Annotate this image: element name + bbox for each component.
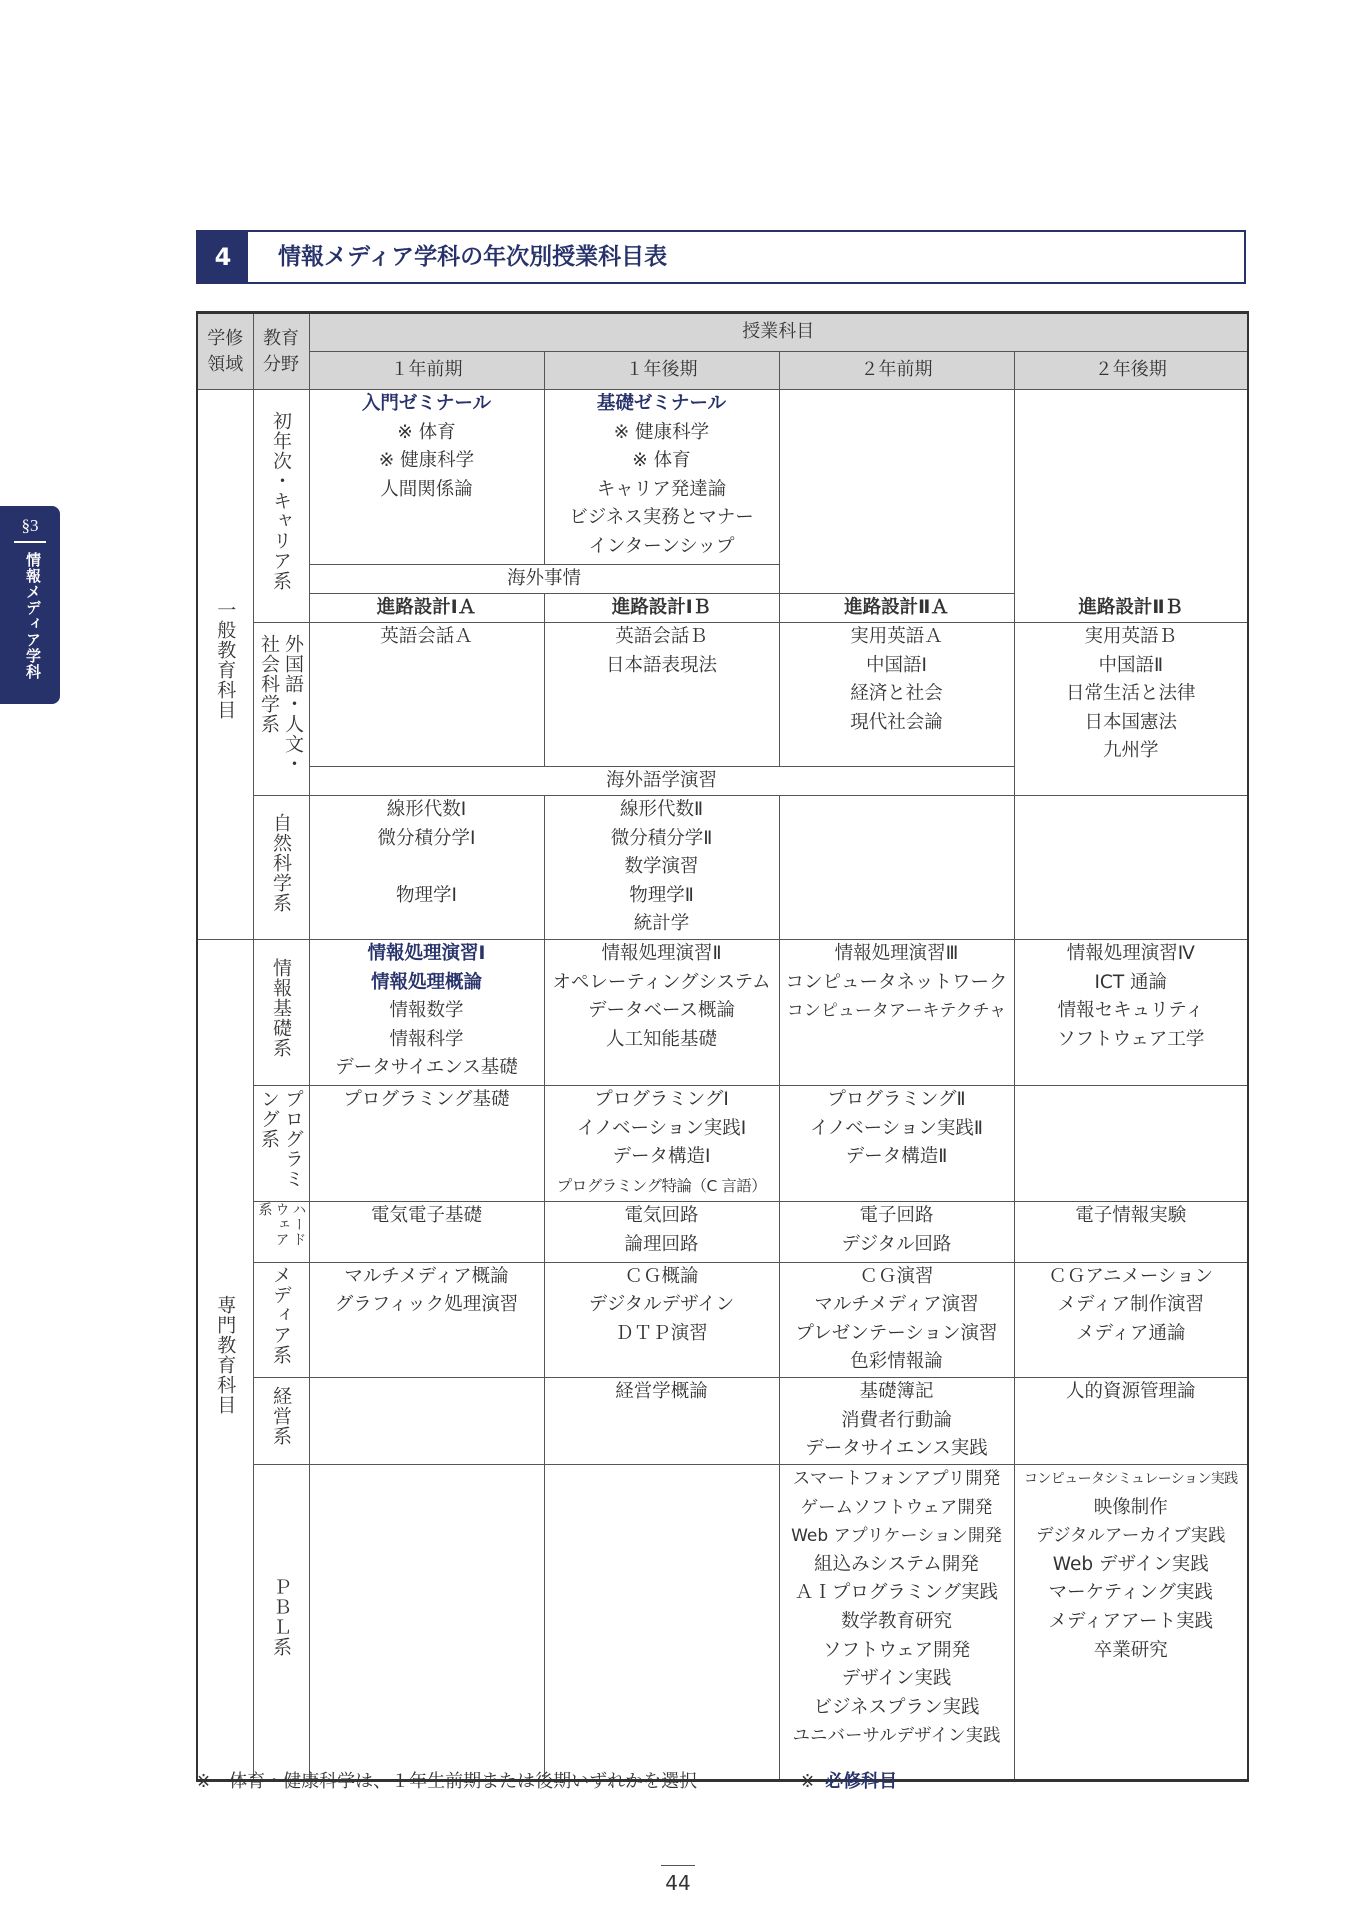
cell-shizen-t1: 線形代数Ⅰ 微分積分学Ⅰ 物理学Ⅰ (309, 796, 544, 940)
domain-general: 一般教育科目 (197, 390, 253, 940)
cell-media-t4: ＣＧアニメーション メディア制作演習 メディア通論 (1014, 1262, 1248, 1377)
field-media: メディア系 (253, 1262, 309, 1377)
page-number: 44 (665, 1871, 691, 1895)
cell-shinro-2a: 進路設計ⅡＡ (779, 594, 1014, 623)
cell-media-t2: ＣＧ概論 デジタルデザイン ＤＴＰ演習 (544, 1262, 779, 1377)
cell-joho-t4: 情報処理演習Ⅳ ICT 通論 情報セキュリティ ソフトウェア工学 (1014, 940, 1248, 1086)
title-number: 4 (198, 232, 248, 282)
cell-shinro-2b: 進路設計ⅡＢ (1014, 594, 1248, 623)
header-term-4: ２年後期 (1014, 352, 1248, 390)
cell-prog-t1: プログラミング基礎 (309, 1086, 544, 1202)
cell-media-t3: ＣＧ演習 マルチメディア演習 プレゼンテーション演習 色彩情報論 (779, 1262, 1014, 1377)
header-subjects: 授業科目 (309, 313, 1248, 352)
cell-shizen-t2: 線形代数Ⅱ 微分積分学Ⅱ 数学演習 物理学Ⅱ 統計学 (544, 796, 779, 940)
cell-shizen-t3 (779, 796, 1014, 940)
cell-prog-t4 (1014, 1086, 1248, 1202)
cell-keiei-t2: 経営学概論 (544, 1377, 779, 1464)
page-title: 情報メディア学科の年次別授業科目表 (278, 244, 668, 270)
cell-pbl-t3: スマートフォンアプリ開発 ゲームソフトウェア開発 Web アプリケーション開発 組込みシステム開発 ＡＩプログラミング実践 数学教育研究 ソフトウェア開発 デザイン実践 ビジネスプラン実践 ユニバーサルデザイン実践 (779, 1464, 1014, 1780)
section-side-tab (0, 506, 60, 704)
footnote-required (800, 1767, 897, 1793)
header-term-1: １年前期 (309, 352, 544, 390)
cell-shonen-t1: 入門ゼミナール ※ 体育 ※ 健康科学 人間関係論 (309, 390, 544, 565)
page-number-rule (661, 1865, 695, 1866)
cell-keiei-t1 (309, 1377, 544, 1464)
cell-kaigai-jijo: 海外事情 (309, 565, 779, 594)
cell-hard-t3: 電子回路 デジタル回路 (779, 1202, 1014, 1263)
cell-pbl-t1 (309, 1464, 544, 1780)
footnote-elective: ※ 体育・健康科学は、１年生前期または後期いずれかを選択 (196, 1771, 698, 1792)
cell-media-t1: マルチメディア概論 グラフィック処理演習 (309, 1262, 544, 1377)
cell-joho-t1: 情報処理演習Ⅰ 情報処理概論 情報数学 情報科学 データサイエンス基礎 (309, 940, 544, 1086)
cell-shizen-t4 (1014, 796, 1248, 940)
header-domain: 学修 領域 (197, 313, 253, 390)
cell-shinro-1b: 進路設計ⅠＢ (544, 594, 779, 623)
field-shonen: 初年次・キャリア系 (253, 390, 309, 623)
cell-shinro-1a: 進路設計ⅠＡ (309, 594, 544, 623)
cell-joho-t2: 情報処理演習Ⅱ オペレーティングシステム データベース概論 人工知能基礎 (544, 940, 779, 1086)
footnote-required-text: 必修科目 (825, 1771, 898, 1792)
cell-gaikoku-t1: 英語会話Ａ (309, 623, 544, 767)
page-title-bar (196, 230, 1246, 284)
field-pbl: ＰＢＬ系 (253, 1464, 309, 1780)
domain-special: 専門教育科目 (197, 940, 253, 1781)
cell-hard-t4: 電子情報実験 (1014, 1202, 1248, 1263)
footnote-required-mark: ※ (800, 1771, 816, 1792)
cell-gaikoku-t4: 実用英語Ｂ 中国語Ⅱ 日常生活と法律 日本国憲法 九州学 (1014, 623, 1248, 796)
field-hard: ハードウェア系 (253, 1202, 309, 1263)
field-joho: 情報基礎系 (253, 940, 309, 1086)
cell-hard-t1: 電気電子基礎 (309, 1202, 544, 1263)
header-field: 教育 分野 (253, 313, 309, 390)
cell-pbl-t2 (544, 1464, 779, 1780)
field-prog: プログラミング系 (253, 1086, 309, 1202)
field-shizen: 自然科学系 (253, 796, 309, 940)
header-term-2: １年後期 (544, 352, 779, 390)
cell-shonen-t3 (779, 390, 1014, 594)
cell-gaikoku-t2: 英語会話Ｂ 日本語表現法 (544, 623, 779, 767)
cell-kaigai-gogaku: 海外語学演習 (309, 767, 1014, 796)
cell-prog-t2: プログラミングⅠ イノベーション実践Ⅰ データ構造Ⅰ プログラミング特論（C 言語） (544, 1086, 779, 1202)
cell-hard-t2: 電気回路 論理回路 (544, 1202, 779, 1263)
header-term-3: ２年前期 (779, 352, 1014, 390)
cell-shonen-t4 (1014, 390, 1248, 594)
section-divider (14, 541, 46, 543)
section-number: §3 (21, 516, 39, 535)
cell-pbl-t4: コンピュータシミュレーション実践 映像制作 デジタルアーカイブ実践 Web デザイン実践 マーケティング実践 メディアアート実践 卒業研究 (1014, 1464, 1248, 1780)
cell-joho-t3: 情報処理演習Ⅲ コンピュータネットワーク コンピュータアーキテクチャ (779, 940, 1014, 1086)
field-keiei: 経営系 (253, 1377, 309, 1464)
curriculum-table (196, 311, 1249, 1782)
field-gaikoku: 外国語・人文・社会科学系 (253, 623, 309, 796)
section-name: 情報メディア学科 (24, 552, 42, 680)
cell-keiei-t3: 基礎簿記 消費者行動論 データサイエンス実践 (779, 1377, 1014, 1464)
cell-gaikoku-t3: 実用英語Ａ 中国語Ⅰ 経済と社会 現代社会論 (779, 623, 1014, 767)
cell-prog-t3: プログラミングⅡ イノベーション実践Ⅱ データ構造Ⅱ (779, 1086, 1014, 1202)
cell-keiei-t4: 人的資源管理論 (1014, 1377, 1248, 1464)
cell-shonen-t2: 基礎ゼミナール ※ 健康科学 ※ 体育 キャリア発達論 ビジネス実務とマナー インターンシップ (544, 390, 779, 565)
